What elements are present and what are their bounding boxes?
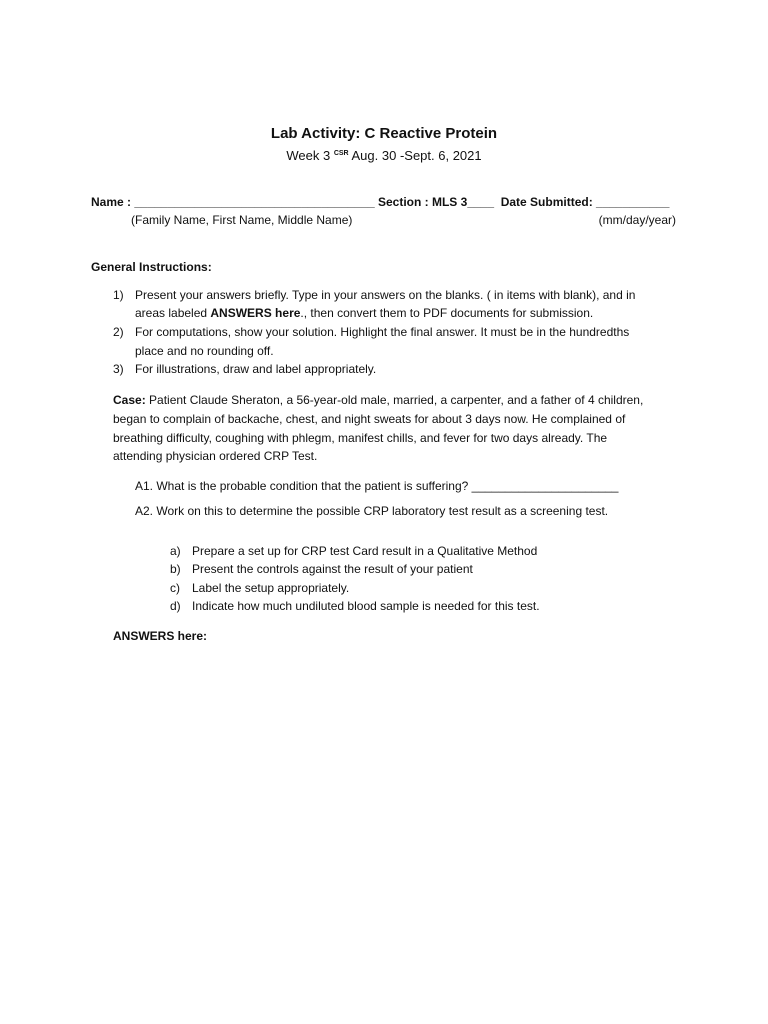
- case-line: began to complain of backache, chest, and night sweats for about 3 days now. He complained of: [113, 412, 626, 426]
- subtitle-sup: CSR: [333, 150, 349, 157]
- subtitle-week: Week 3: [286, 148, 331, 163]
- instruction-num: 2): [113, 325, 124, 339]
- case-line: breathing difficulty, coughing with phlegm, manifest chills, and fever for two days already. The: [113, 431, 608, 445]
- name-hint: (Family Name, First Name, Middle Name): [131, 213, 353, 227]
- question-a1[interactable]: A1. What is the probable condition that the patient is suffering? ______________________: [135, 479, 619, 493]
- section-label: Section : MLS 3: [377, 195, 468, 209]
- subitem-text: Present the controls against the result of your patient: [192, 562, 473, 576]
- subitem-letter: b): [170, 562, 181, 576]
- answers-label: ANSWERS here:: [113, 629, 208, 643]
- instruction-text: Present your answers briefly. Type in your answers on the blanks. ( in items with blank), and in: [135, 288, 636, 302]
- instruction-text: place and no rounding off.: [135, 344, 274, 358]
- answers-area[interactable]: [113, 650, 673, 990]
- instruction-num: 3): [113, 362, 124, 376]
- case-line: attending physician ordered CRP Test.: [113, 449, 318, 463]
- date-label: Date Submitted:: [500, 195, 597, 209]
- name-label: Name :: [91, 195, 135, 209]
- subitem-letter: c): [170, 581, 180, 595]
- header-line: [91, 194, 669, 210]
- page-title: Lab Activity: C Reactive Protein: [270, 125, 498, 142]
- case-label: Case:: [113, 393, 146, 407]
- instruction-text: For illustrations, draw and label appropriately.: [135, 362, 377, 376]
- instruction-text-part: ., then convert them to PDF documents for submission.: [300, 306, 594, 320]
- page-subtitle: [0, 148, 768, 164]
- subitem-letter: a): [170, 544, 181, 558]
- subitem-letter: d): [170, 599, 181, 613]
- general-instructions-heading: General Instructions:: [91, 260, 212, 274]
- instruction-text-part: areas labeled: [135, 306, 211, 320]
- subtitle-dates: Aug. 30 -Sept. 6, 2021: [351, 148, 482, 163]
- subitem-text: Indicate how much undiluted blood sample is needed for this test.: [192, 599, 540, 613]
- subitem-text: Label the setup appropriately.: [192, 581, 350, 595]
- subitem-text: Prepare a set up for CRP test Card result in a Qualitative Method: [192, 544, 538, 558]
- instruction-text: For computations, show your solution. Highlight the final answer. It must be in the hundredths: [135, 325, 630, 339]
- section-blank[interactable]: ____: [467, 195, 495, 209]
- case-line: [113, 392, 643, 408]
- date-blank[interactable]: ___________: [596, 195, 670, 209]
- answers-here-emphasis: ANSWERS here: [210, 306, 301, 320]
- case-text: Patient Claude Sheraton, a 56-year-old male, married, a carpenter, and a father of 4 children,: [145, 393, 644, 407]
- name-blank[interactable]: ____________________________________: [134, 195, 375, 209]
- date-hint: (mm/day/year): [598, 213, 676, 227]
- instruction-num: 1): [113, 288, 124, 302]
- instruction-text: [135, 305, 593, 321]
- question-a2: A2. Work on this to determine the possible CRP laboratory test result as a screening test.: [135, 504, 609, 518]
